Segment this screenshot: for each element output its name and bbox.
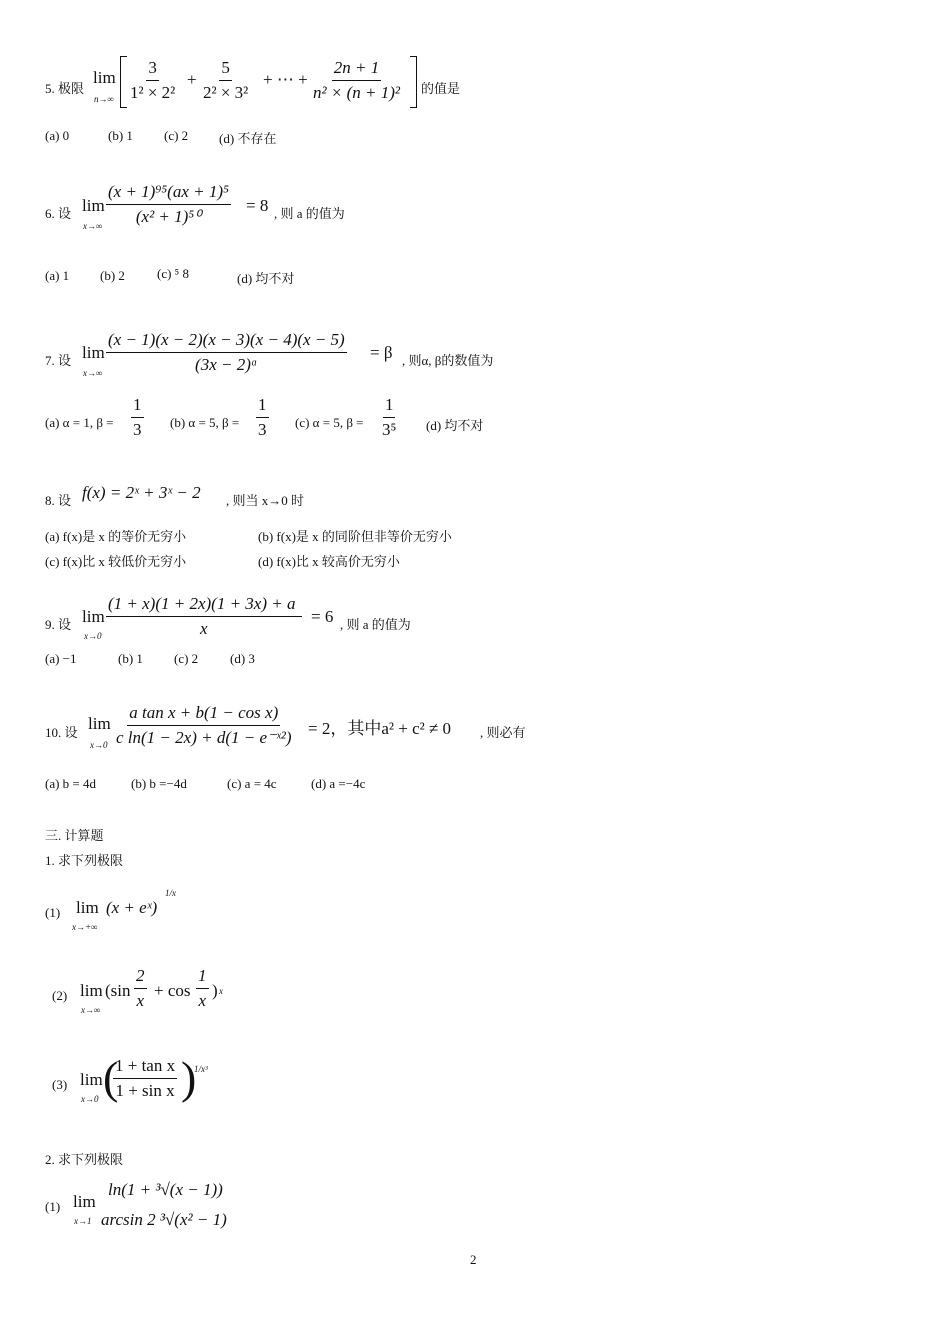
q10-label: 10. 设 <box>45 725 78 740</box>
q6-label: 6. 设 <box>45 206 72 221</box>
s3-q2p1-label: (1) <box>45 1199 61 1214</box>
q6-fraction <box>106 182 231 227</box>
q5-option-d: (d) 不存在 <box>219 131 277 146</box>
q6-numerator: (x + 1)⁹⁵(ax + 1)⁵ <box>106 182 231 205</box>
s3-p2-frac1 <box>134 966 147 1011</box>
s3-p3-fraction <box>113 1056 177 1101</box>
q10-rhs: = 2，其中a² + c² ≠ 0 <box>308 719 452 738</box>
q9-option-b: (b) 1 <box>118 651 143 666</box>
q5-termn <box>311 58 402 103</box>
q7-option-a-frac <box>131 395 144 440</box>
section3-heading: 三. 计算题 <box>45 828 104 843</box>
q5-dots: + ⋯ + <box>263 70 308 89</box>
s3-p2-frac2-num: 1 <box>196 966 209 989</box>
q8-tail: , 则当 x→0 时 <box>226 493 305 508</box>
q5-lim: lim <box>93 68 116 87</box>
s3-p1-exp: 1/x <box>165 888 176 898</box>
q7-option-c-num: 1 <box>383 395 396 418</box>
q10-option-d: (d) a =−4c <box>311 776 366 791</box>
s3-p3-label: (3) <box>52 1077 68 1092</box>
q7-tail: , 则α, β的数值为 <box>402 353 494 368</box>
q5-left-bracket <box>120 56 127 108</box>
s3-p3-exp: 1/x³ <box>194 1064 208 1074</box>
q8-option-c: (c) f(x)比 x 较低价无穷小 <box>45 554 187 569</box>
q5-plus: + <box>187 70 197 89</box>
section3-sub1: 1. 求下列极限 <box>45 853 124 868</box>
q8-option-a: (a) f(x)是 x 的等价无穷小 <box>45 529 187 544</box>
q7-fraction <box>106 330 347 375</box>
q10-option-a: (a) b = 4d <box>45 776 97 791</box>
q9-label: 9. 设 <box>45 617 72 632</box>
q5-term2 <box>201 58 250 103</box>
q7-option-c-frac <box>380 395 398 440</box>
q7-option-c <box>295 415 364 431</box>
q9-rhs: = 6 <box>311 607 334 626</box>
q7-option-b-prefix: (b) α = 5, β = <box>170 415 240 430</box>
q10-lim-sub: x→0 <box>90 740 108 750</box>
q6-option-c: (c) ⁵ 8 <box>157 266 189 281</box>
q6-tail: , 则 a 的值为 <box>274 206 345 221</box>
s3-p2-close: ) <box>212 981 218 1000</box>
q5-term1-den: 1² × 2² <box>130 83 176 102</box>
q9-option-d: (d) 3 <box>230 651 255 666</box>
s3-p2-mid: + cos <box>154 981 191 1000</box>
q5-tail: 的值是 <box>421 81 461 96</box>
q6-denominator: (x² + 1)⁵⁰ <box>135 207 202 226</box>
q7-rhs: = β <box>370 343 393 362</box>
s3-q2p1-lim-sub: x→1 <box>74 1216 92 1226</box>
s3-p2-frac2-den: x <box>198 991 207 1010</box>
q5-option-a: (a) 0 <box>45 128 70 143</box>
q8-option-b: (b) f(x)是 x 的同阶但非等价无穷小 <box>258 529 452 544</box>
q5-termn-num: 2n + 1 <box>332 58 381 81</box>
q8-expr: f(x) = 2ˣ + 3ˣ − 2 <box>82 483 201 502</box>
s3-p3-left-paren: ( <box>103 1052 119 1103</box>
q5-term2-den: 2² × 3² <box>203 83 249 102</box>
page-number: 2 <box>470 1252 477 1267</box>
s3-p1-lim: lim <box>76 898 99 917</box>
q8-option-d: (d) f(x)比 x 较高价无穷小 <box>258 554 400 569</box>
s3-p2-frac1-den: x <box>136 991 145 1010</box>
q6-rhs: = 8 <box>246 196 269 215</box>
q7-option-c-prefix: (c) α = 5, β = <box>295 415 364 430</box>
q5-label: 5. 极限 <box>45 81 85 96</box>
q9-option-c: (c) 2 <box>174 651 199 666</box>
q7-option-a-den: 3 <box>133 420 142 439</box>
q9-option-a: (a) −1 <box>45 651 77 666</box>
s3-p2-lim: lim <box>80 981 103 1000</box>
q7-option-c-den: 3⁵ <box>382 420 397 439</box>
s3-p2-exp: x <box>219 986 223 996</box>
q6-lim: lim <box>82 196 105 215</box>
q6-option-b: (b) 2 <box>100 268 125 283</box>
s3-p2-frac1-num: 2 <box>134 966 147 989</box>
q7-option-a <box>45 415 114 431</box>
q5-term1 <box>128 58 177 103</box>
q7-numerator: (x − 1)(x − 2)(x − 3)(x − 4)(x − 5) <box>106 330 347 353</box>
q7-label: 7. 设 <box>45 353 72 368</box>
q9-denominator: x <box>199 619 208 638</box>
q10-numerator: a tan x + b(1 − cos x) <box>127 703 280 726</box>
q5-option-c: (c) 2 <box>164 128 189 143</box>
q9-fraction <box>106 594 302 639</box>
q10-denominator: c ln(1 − 2x) + d(1 − e⁻ˣ²) <box>116 728 292 747</box>
q7-option-a-prefix: (a) α = 1, β = <box>45 415 114 430</box>
q7-option-b <box>170 415 239 431</box>
s3-p3-lim-sub: x→0 <box>81 1094 99 1104</box>
q8-label: 8. 设 <box>45 493 72 508</box>
q10-option-c: (c) a = 4c <box>227 776 277 791</box>
s3-p2-frac2 <box>196 966 209 1011</box>
s3-p1-label: (1) <box>45 905 61 920</box>
q10-option-b: (b) b =−4d <box>131 776 187 791</box>
section3-sub2: 2. 求下列极限 <box>45 1152 124 1167</box>
q5-option-b: (b) 1 <box>108 128 133 143</box>
q5-termn-den: n² × (n + 1)² <box>313 83 400 102</box>
s3-q2p1-numerator: ln(1 + ³√(x − 1)) <box>108 1180 223 1199</box>
q5-term2-num: 5 <box>219 58 232 81</box>
q10-tail: , 则必有 <box>480 725 526 740</box>
q6-lim-sub: x→∞ <box>83 221 103 231</box>
q9-numerator: (1 + x)(1 + 2x)(1 + 3x) + a <box>106 594 302 617</box>
q7-option-b-num: 1 <box>256 395 269 418</box>
q6-option-a: (a) 1 <box>45 268 70 283</box>
s3-p3-numerator: 1 + tan x <box>113 1056 177 1079</box>
s3-p2-lim-sub: x→∞ <box>81 1005 101 1015</box>
q10-lim: lim <box>88 714 111 733</box>
q7-option-a-num: 1 <box>131 395 144 418</box>
q7-lim: lim <box>82 343 105 362</box>
q6-option-d: (d) 均不对 <box>237 271 295 286</box>
q7-option-b-den: 3 <box>258 420 267 439</box>
q5-right-bracket <box>410 56 417 108</box>
s3-q2p1-denominator: arcsin 2 ³√(x² − 1) <box>101 1210 227 1229</box>
q7-option-d: (d) 均不对 <box>426 418 484 433</box>
s3-p3-denominator: 1 + sin x <box>115 1081 175 1100</box>
s3-p3-right-paren: ) <box>181 1052 197 1103</box>
q9-lim: lim <box>82 607 105 626</box>
s3-p1-lim-sub: x→+∞ <box>72 922 98 932</box>
s3-p2-expr-a: (sin <box>105 981 131 1000</box>
s3-p3-lim: lim <box>80 1070 103 1089</box>
q7-option-b-frac <box>256 395 269 440</box>
s3-p2-label: (2) <box>52 988 68 1003</box>
s3-q2p1-lim: lim <box>73 1192 96 1211</box>
s3-p1-expr: (x + eˣ) <box>106 898 158 917</box>
q5-term1-num: 3 <box>146 58 159 81</box>
q9-tail: , 则 a 的值为 <box>340 617 411 632</box>
q7-denominator: (3x − 2)ᵅ <box>195 355 258 374</box>
q10-fraction <box>114 703 294 748</box>
q7-lim-sub: x→∞ <box>83 368 103 378</box>
q5-lim-sub: n→∞ <box>94 94 114 104</box>
q9-lim-sub: x→0 <box>84 631 102 641</box>
